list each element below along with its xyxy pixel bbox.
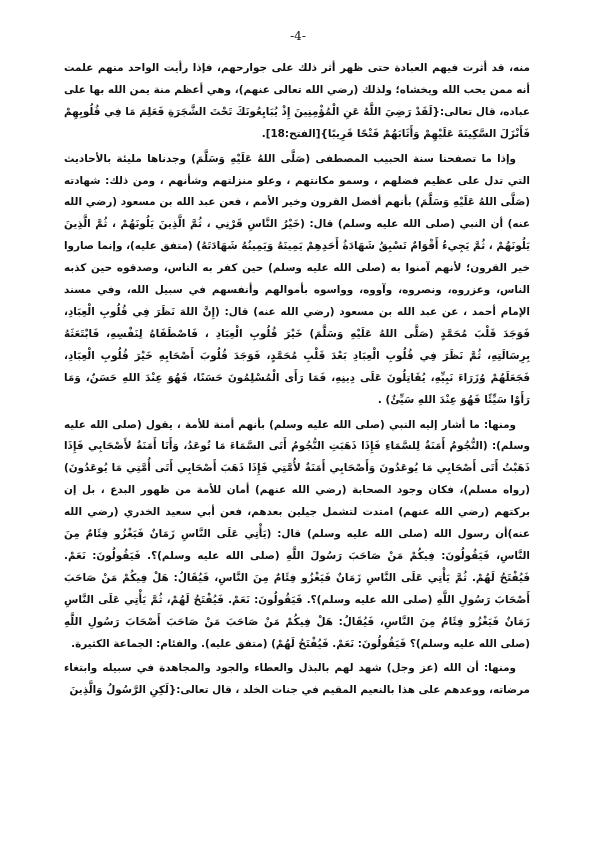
page-number: -4- — [290, 29, 306, 43]
paragraph-3: ومنها: ما أشار إليه النبي (صلى الله عليه وسلم) بأنهم أمنة للأمة ، يقول (صلى الله عليه وسلم): (النُّجُومُ أَمَنَةٌ لِلسَّمَاءِ فَإِذَا ذَهَبَتِ النُّجُومُ أَتَى السَّمَاءَ مَا تُوعَدُ، وَأَنَا أَمَنَةٌ لأَصْحَابِي فَإِذَا ذَهَبْتُ أَتَى أَصْحَابِي مَا يُوعَدُونَ وَأَصْحَابِي أَمَنَةٌ لأُمَّتِي فَإِذَا ذَهَبَ أَصْحَابِي أَتَى أُمَّتِي مَا يُوعَدُونَ) (رواه مسلم)، فكان وجود الصحابة (رضي الله عنهم) أمان للأمة من ظهور البدع ، بل إن بركتهم (رضي الله عنهم) امتدت لتشمل جيلين بعدهم، فعن أبي سعيد الخدري (رضي الله عنه)أن رسول الله (صلى الله عليه وسلم) قال: (يَأْتِي عَلَى النَّاسِ زَمَانٌ فَيَغْزُو فِئَامٌ مِنَ النَّاسِ، فَيَقُولُونَ: فِيكُمْ مَنْ صَاحَبَ رَسُولَ اللَّهِ (صلى الله عليه وسلم)؟. فَيَقُولُونَ: نَعَمْ. فَيُفْتَحُ لَهُمْ. ثُمَّ يَأْتِي عَلَى النَّاسِ زَمَانٌ فَيَغْزُو فِئَامٌ مِنَ النَّاسِ، فَيُقَالُ: هَلْ فِيكُمْ مَنْ صَاحَبَ أَصْحَابَ رَسُولِ اللَّهِ (صلى الله عليه وسلم)؟. فَيَقُولُونَ: نَعَمْ. فَيُفْتَحُ لَهُمْ، ثُمَّ يَأْتِي عَلَى النَّاسِ زَمَانٌ فَيَغْزُو فِئَامٌ مِنَ النَّاسِ، فَيُقَالُ: هَلْ فِيكُمْ مَنْ صَاحَبَ مَنْ صَاحَبَ أَصْحَابَ رَسُولِ اللَّهِ (صلى الله عليه وسلم)؟ فَيَقُولُونَ: نَعَمْ. فَيُفْتَحُ لَهُمْ) (متفق عليه). والفئام: الجماعة الكثيرة. — [64, 418, 530, 650]
paragraph-1: منه، قد أثرت فيهم العبادة حتى ظهر أثر ذلك على جوارحهم، فإذا رأيت الواحد منهم علمت أنه ممن يحب الله ويخشاه؛ ولذلك (رضي الله تعالى عنهم)، وهي أعظم منة يمن الله بها على عباده، قال تعالى:{لَقَدْ رَضِيَ اللَّهُ عَنِ الْمُؤْمِنِينَ إِذْ يُبَايِعُونَكَ تَحْتَ الشَّجَرَةِ فَعَلِمَ مَا فِي قُلُوبِهِمْ فَأَنْزَلَ السَّكِينَةَ عَلَيْهِمْ وَأَثَابَهُمْ فَتْحًا قَرِيبًا}[الفتح:18]. — [64, 62, 530, 140]
paragraph-4: ومنها: أن الله (عز وجل) شهد لهم بالبذل والعطاء والجود والمجاهدة في سبيله وابتغاء مرضاته، ووعدهم على هذا بالنعيم المقيم في جنات الخلد ، قال تعالى:{لَكِنِ الرَّسُولُ وَالَّذِينَ — [64, 662, 530, 697]
body-text — [64, 58, 530, 702]
paragraph-2: وإذا ما تصفحنا سنة الحبيب المصطفى (صَلَّى اللهُ عَلَيْهِ وَسَلَّمَ) وجدناها مليئة بالأحاديث التي تدل على عظيم فضلهم ، وسمو مكانتهم ، وعلو منزلتهم وشأنهم ، ومن ذلك: شهادته (صَلَّى اللهُ عَلَيْهِ وَسَلَّمَ) بأنهم أفضل القرون وخير الأمم ، فعن عبد الله بن مسعود (رضي الله عنه) أن النبي (صلى الله عليه وسلم) قال: (خَيْرُ النَّاسِ قَرْنِي ، ثُمَّ الَّذِينَ يَلُونَهُمْ ، ثُمَّ الَّذِينَ يَلُونَهُمْ ، ثُمَّ يَجِيءُ أَقْوَامٌ تَسْبِقُ شَهَادَةُ أَحَدِهِمْ يَمِينَهُ وَيَمِينُهُ شَهَادَتَهُ) (متفق عليه)، وإنما صاروا خير القرون؛ لأنهم آمنوا به (صلى الله عليه وسلم) حين كفر به الناس، وصدقوه حين كذبه الناس، وعزروه، ونصروه، وآووه، وواسوه بأموالهم وأنفسهم في سبيل الله، وفي مسند الإمام أحمد ، عن عبد الله بن مسعود (رضي الله عنه) قال: (إِنَّ اللهَ نَظَرَ فِي قُلُوبِ الْعِبَادِ، فَوَجَدَ قَلْبَ مُحَمَّدٍ (صَلَّى اللهُ عَلَيْهِ وَسَلَّمَ) خَيْرَ قُلُوبِ الْعِبَادِ ، فَاصْطَفَاهُ لِنَفْسِهِ، فَابْتَعَثَهُ بِرِسَالَتِهِ، ثُمَّ نَظَرَ فِي قُلُوبِ الْعِبَادِ بَعْدَ قَلْبِ مُحَمَّدٍ، فَوَجَدَ قُلُوبَ أَصْحَابِهِ خَيْرَ قُلُوبِ الْعِبَادِ، فَجَعَلَهُمْ وُزَرَاءَ نَبِيِّهِ، يُقَاتِلُونَ عَلَى دِينِهِ، فَمَا رَأَى الْمُسْلِمُونَ حَسَنًا، فَهُوَ عِنْدَ اللهِ حَسَنٌ، وَمَا رَأَوْا سَيِّئًا فَهُوَ عِنْدَ اللهِ سَيِّئٌ) . — [64, 152, 530, 406]
